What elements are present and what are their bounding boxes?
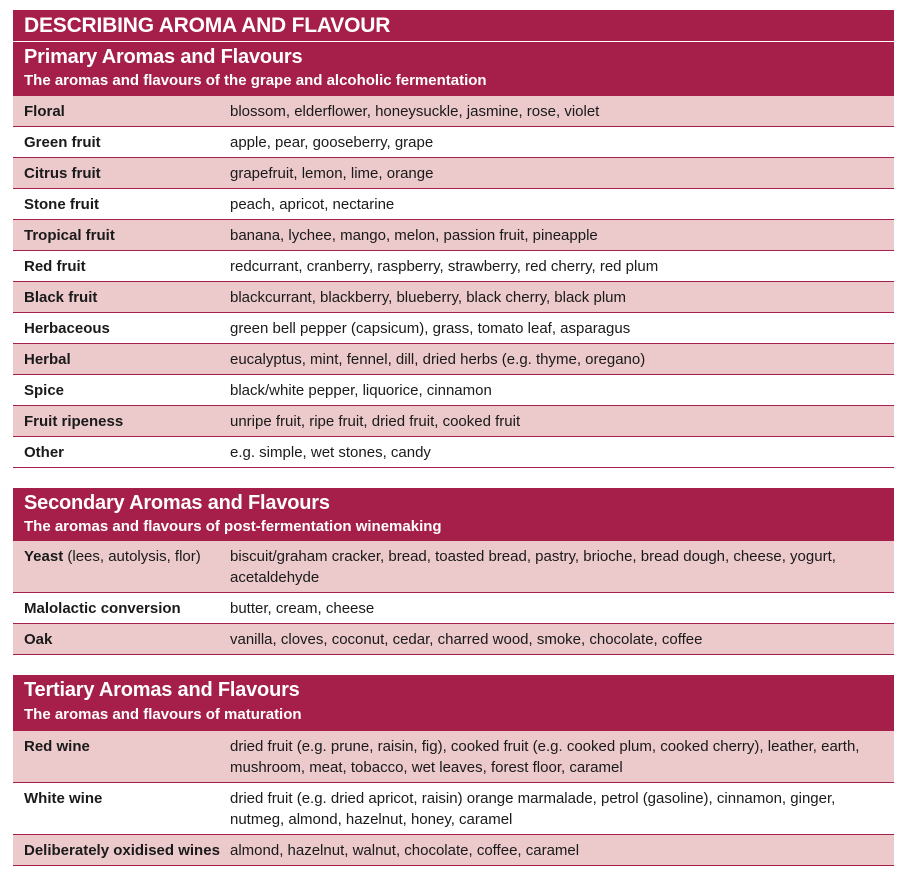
row-label: Stone fruit (24, 196, 99, 213)
row-label: Red wine (24, 738, 90, 755)
row-label: Oak (24, 631, 53, 648)
page-title: DESCRIBING AROMA AND FLAVOUR (13, 10, 894, 42)
row-value: dried fruit (e.g. dried apricot, raisin) orange marmalade, petrol (gasoline), cinnamon, ginger, nutmeg, almond, hazelnut, honey, caramel (230, 790, 836, 828)
table-row (13, 251, 894, 282)
aroma-flavour-table (13, 10, 894, 866)
row-value: apple, pear, gooseberry, grape (230, 134, 434, 151)
row-value: blackcurrant, blackberry, blueberry, black cherry, black plum (230, 289, 626, 306)
table-row (13, 158, 894, 189)
table-row (13, 313, 894, 344)
row-value: e.g. simple, wet stones, candy (230, 444, 431, 461)
section-subtitle: The aromas and flavours of the grape and alcoholic fermentation (24, 72, 487, 89)
row-label: Red fruit (24, 258, 86, 275)
row-label: Deliberately oxidised wines (24, 842, 220, 859)
row-label: Tropical fruit (24, 227, 115, 244)
table-row (13, 783, 894, 835)
row-value: vanilla, cloves, coconut, cedar, charred wood, smoke, chocolate, coffee (230, 631, 703, 648)
table-row (13, 282, 894, 313)
table-row (13, 437, 894, 468)
section-title: Tertiary Aromas and Flavours (24, 679, 300, 701)
section-subtitle: The aromas and flavours of post-fermentation winemaking (24, 518, 442, 535)
section-header-primary (13, 42, 894, 96)
table-row (13, 220, 894, 251)
section-header-tertiary (13, 675, 894, 731)
row-label: Malolactic conversion (24, 600, 181, 617)
row-value: dried fruit (e.g. prune, raisin, fig), cooked fruit (e.g. cooked plum, cooked cherry), leather, earth, mushroom, meat, tobacco, wet leaves, forest floor, caramel (230, 738, 860, 776)
table-row (13, 731, 894, 783)
row-label (13, 546, 230, 567)
row-label: Herbaceous (24, 320, 110, 337)
table-row (13, 624, 894, 655)
section-title: Secondary Aromas and Flavours (24, 492, 330, 514)
row-label: Fruit ripeness (24, 413, 124, 430)
row-label: Other (24, 444, 65, 461)
table-row (13, 127, 894, 158)
row-value: biscuit/graham cracker, bread, toasted bread, pastry, brioche, bread dough, cheese, yogurt, acetaldehyde (230, 548, 836, 586)
row-value: blossom, elderflower, honeysuckle, jasmine, rose, violet (230, 103, 600, 120)
section-subtitle: The aromas and flavours of maturation (24, 706, 302, 723)
table-row (13, 541, 894, 593)
section-header-secondary (13, 488, 894, 541)
table-row (13, 96, 894, 127)
table-row (13, 344, 894, 375)
row-value: grapefruit, lemon, lime, orange (230, 165, 434, 182)
row-label: Spice (24, 382, 65, 399)
row-label-text: Yeast (24, 548, 64, 565)
row-value: redcurrant, cranberry, raspberry, strawberry, red cherry, red plum (230, 258, 659, 275)
row-value: butter, cream, cheese (230, 600, 375, 617)
row-label-note: (lees, autolysis, flor) (63, 548, 201, 565)
section-spacer (13, 468, 894, 488)
row-value: black/white pepper, liquorice, cinnamon (230, 382, 492, 399)
row-value: peach, apricot, nectarine (230, 196, 395, 213)
row-value: green bell pepper (capsicum), grass, tomato leaf, asparagus (230, 320, 631, 337)
row-value: banana, lychee, mango, melon, passion fruit, pineapple (230, 227, 598, 244)
table-row (13, 835, 894, 866)
table-row (13, 593, 894, 624)
row-value: eucalyptus, mint, fennel, dill, dried herbs (e.g. thyme, oregano) (230, 351, 646, 368)
row-label: Citrus fruit (24, 165, 101, 182)
table-row (13, 406, 894, 437)
table-row (13, 375, 894, 406)
row-label: White wine (24, 790, 103, 807)
section-title: Primary Aromas and Flavours (24, 46, 303, 68)
row-label: Black fruit (24, 289, 98, 306)
row-label: Floral (24, 103, 65, 120)
row-label: Green fruit (24, 134, 101, 151)
row-value: almond, hazelnut, walnut, chocolate, coffee, caramel (230, 842, 580, 859)
row-label: Herbal (24, 351, 71, 368)
table-row (13, 189, 894, 220)
section-spacer (13, 655, 894, 675)
row-value: unripe fruit, ripe fruit, dried fruit, cooked fruit (230, 413, 521, 430)
